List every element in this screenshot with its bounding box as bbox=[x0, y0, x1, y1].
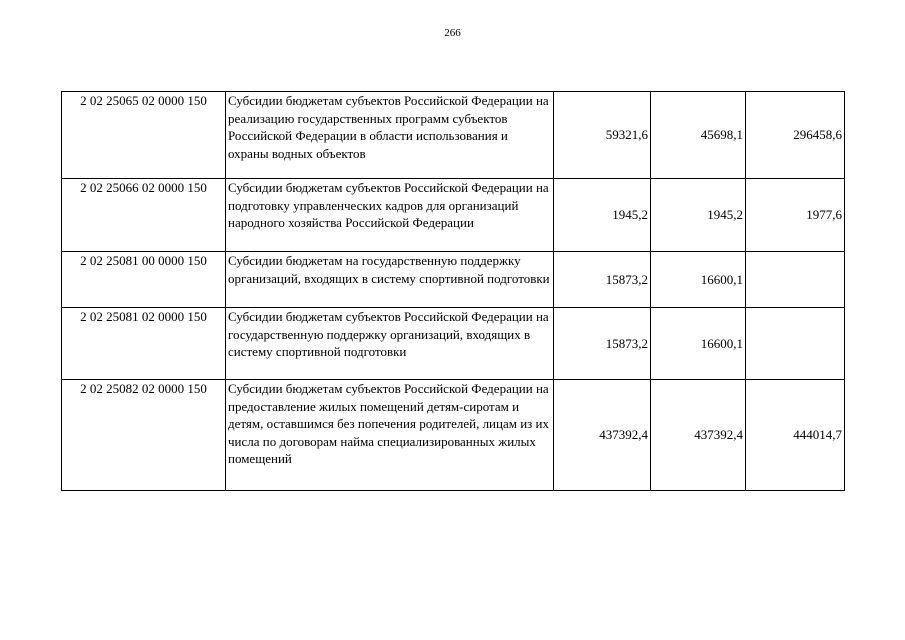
amount-cell-1: 437392,4 bbox=[554, 380, 651, 491]
amount-cell-3: 296458,6 bbox=[746, 92, 845, 179]
amount-cell-1: 15873,2 bbox=[554, 308, 651, 380]
income-code-cell: 2 02 25081 02 0000 150 bbox=[62, 308, 226, 380]
amount-cell-2: 437392,4 bbox=[651, 380, 746, 491]
amount-cell-2: 16600,1 bbox=[651, 252, 746, 308]
income-code-cell: 2 02 25066 02 0000 150 bbox=[62, 179, 226, 252]
income-name-cell: Субсидии бюджетам субъектов Российской Федерации на подготовку управленческих кадров для организаций народного хозяйства Российской Федерации bbox=[226, 179, 554, 252]
income-code-cell: 2 02 25081 00 0000 150 bbox=[62, 252, 226, 308]
income-code-cell: 2 02 25082 02 0000 150 bbox=[62, 380, 226, 491]
income-name-cell: Субсидии бюджетам субъектов Российской Федерации на реализацию государственных программ субъектов Российской Федерации в области использования и охраны водных объектов bbox=[226, 92, 554, 179]
amount-cell-3 bbox=[746, 308, 845, 380]
table-row bbox=[62, 380, 845, 491]
budget-table bbox=[61, 91, 845, 491]
amount-cell-3 bbox=[746, 252, 845, 308]
amount-cell-1: 1945,2 bbox=[554, 179, 651, 252]
income-name-cell: Субсидии бюджетам на государственную поддержку организаций, входящих в систему спортивной подготовки bbox=[226, 252, 554, 308]
amount-cell-2: 45698,1 bbox=[651, 92, 746, 179]
amount-cell-1: 59321,6 bbox=[554, 92, 651, 179]
income-code-cell: 2 02 25065 02 0000 150 bbox=[62, 92, 226, 179]
table-row bbox=[62, 179, 845, 252]
amount-cell-3: 444014,7 bbox=[746, 380, 845, 491]
amount-cell-2: 1945,2 bbox=[651, 179, 746, 252]
table-row bbox=[62, 308, 845, 380]
amount-cell-3: 1977,6 bbox=[746, 179, 845, 252]
income-name-cell: Субсидии бюджетам субъектов Российской Федерации на предоставление жилых помещений детям-сиротам и детям, оставшимся без попечения родителей, лицам из их числа по договорам найма специализированных жилых помещений bbox=[226, 380, 554, 491]
amount-cell-1: 15873,2 bbox=[554, 252, 651, 308]
table-row bbox=[62, 252, 845, 308]
table-row bbox=[62, 92, 845, 179]
amount-cell-2: 16600,1 bbox=[651, 308, 746, 380]
page-number: 266 bbox=[444, 27, 461, 39]
income-name-cell: Субсидии бюджетам субъектов Российской Федерации на государственную поддержку организаций, входящих в систему спортивной подготовки bbox=[226, 308, 554, 380]
